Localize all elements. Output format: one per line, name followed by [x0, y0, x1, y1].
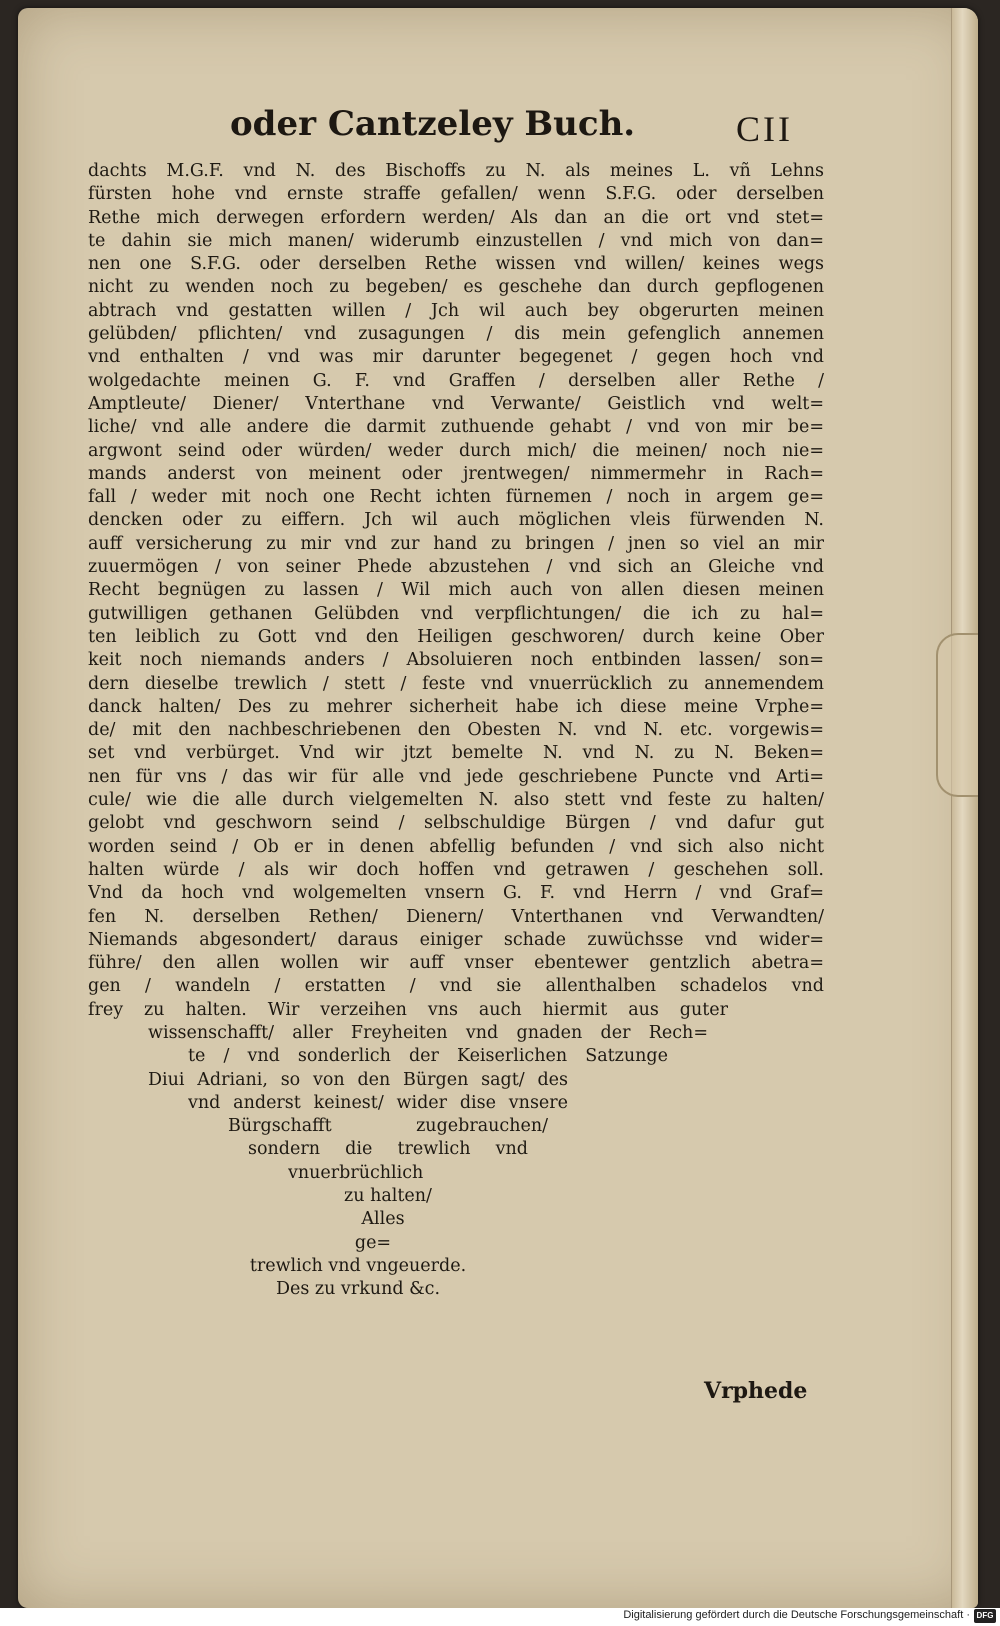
text-line: vnd anderst keinest/ wider dise vnsere — [188, 1092, 568, 1113]
page-edge-tab — [936, 633, 978, 797]
text-line: Des zu vrkund &c. — [275, 1279, 441, 1300]
text-line: frey zu halten. Wir verzeihen vns auch hiermit aus guter — [88, 999, 728, 1020]
text-line: liche/ vnd alle andere die darmit zuthuende gehabt / vnd von mir be= — [88, 417, 824, 438]
text-line: auff versicherung zu mir vnd zur hand zu bringen / jnen so viel an mir — [88, 533, 824, 554]
text-line: vnuerbrüchlich — [288, 1162, 424, 1183]
text-line: danck halten/ Des zu mehrer sicherheit habe ich diese meine Vrphe= — [88, 696, 824, 717]
text-line: dachts M.G.F. vnd N. des Bischoffs zu N. als meines L. vñ Lehns — [88, 161, 824, 181]
page-edge — [951, 8, 978, 1608]
text-line: wolgedachte meinen G. F. vnd Graffen / derselben aller Rethe / — [88, 370, 824, 391]
text-line: zuuermögen / von seiner Phede abzustehen / vnd sich an Gleiche vnd — [88, 557, 824, 578]
text-line: ge= — [354, 1232, 392, 1253]
text-line: nen one S.F.G. oder derselben Rethe wissen vnd willen/ keines wegs — [88, 254, 824, 275]
text-line: Diui Adriani, so von den Bürgen sagt/ des — [148, 1069, 568, 1090]
text-line: trewlich vnd vngeuerde. — [249, 1255, 467, 1276]
text-line: fürsten hohe vnd ernste straffe gefallen/ wenn S.F.G. oder derselben — [88, 184, 824, 205]
text-line: gutwilligen gethanen Gelübden vnd verpflichtungen/ die ich zu hal= — [88, 603, 824, 624]
text-line: te dahin sie mich manen/ widerumb einzustellen / vnd mich von dan= — [88, 230, 824, 251]
text-line: ten leiblich zu Gott vnd den Heiligen geschworen/ durch keine Ober — [88, 626, 824, 647]
text-line: worden seind / Ob er in denen abfellig befunden / vnd sich also nicht — [88, 836, 824, 857]
text-line: führe/ den allen wollen wir auff vnser ebentewer gentzlich abetra= — [88, 953, 824, 974]
text-line: abtrach vnd gestatten willen / Jch wil auch bey obgerurten meinen — [88, 300, 824, 321]
text-line: dencken oder zu eiffern. Jch wil auch möglichen vleis fürwenden N. — [88, 510, 824, 531]
folio-number: CII — [736, 109, 793, 149]
text-line: argwont seind oder würden/ weder durch mich/ die meinen/ noch nie= — [88, 440, 824, 461]
dfg-logo-icon: DFG — [974, 1609, 996, 1623]
text-line: Amptleute/ Diener/ Vnterthane vnd Verwante/ Geistlich vnd welt= — [88, 393, 824, 414]
text-line: keit noch niemands anders / Absoluieren noch entbinden lassen/ son= — [88, 650, 824, 671]
text-line: zu halten/ — [344, 1186, 432, 1207]
text-line: de/ mit den nachbeschriebenen den Obesten N. vnd N. etc. vorgewis= — [88, 720, 824, 741]
digitization-credit: Digitalisierung gefördert durch die Deutsche Forschungsgemeinschaft · — [623, 1609, 970, 1621]
text-line: Vnd da hoch vnd wolgemelten vnsern G. F. vnd Herrn / vnd Graf= — [88, 883, 824, 904]
text-line: fall / weder mit noch one Recht ichten fürnemen / noch in argem ge= — [88, 487, 824, 508]
text-line: Bürgschafft zugebrauchen/ — [228, 1116, 548, 1137]
text-line: Alles — [361, 1209, 405, 1230]
text-line: nicht zu wenden noch zu begeben/ es geschehe dan durch gepflogenen — [88, 277, 824, 298]
text-line: nen für vns / das wir für alle vnd jede geschriebene Puncte vnd Arti= — [88, 766, 824, 787]
text-line: sondern die trewlich vnd — [248, 1139, 528, 1160]
running-header: oder Cantzeley Buch. — [230, 104, 636, 144]
catchword: Vrphede — [704, 1378, 808, 1404]
text-line: wissenschafft/ aller Freyheiten vnd gnaden der Rech= — [148, 1022, 708, 1043]
text-line: fen N. derselben Rethen/ Dienern/ Vnterthanen vnd Verwandten/ — [88, 906, 824, 927]
text-line: gelübden/ pflichten/ vnd zusagungen / dis mein gefenglich annemen — [88, 324, 824, 345]
text-line: cule/ wie die alle durch vielgemelten N. also stett vnd feste zu halten/ — [88, 790, 824, 811]
text-line: halten würde / als wir doch hoffen vnd getrawen / geschehen soll. — [88, 859, 824, 880]
book-page — [18, 8, 978, 1608]
text-line: vnd enthalten / vnd was mir darunter begegenet / gegen hoch vnd — [88, 347, 824, 368]
text-line: Recht begnügen zu lassen / Wil mich auch von allen diesen meinen — [88, 580, 824, 601]
text-line: te / vnd sonderlich der Keiserlichen Satzunge — [188, 1046, 668, 1067]
text-line: Rethe mich derwegen erfordern werden/ Als dan an die ort vnd stet= — [88, 207, 824, 228]
text-line: Niemands abgesondert/ daraus einiger schade zuwüchsse vnd wider= — [88, 929, 824, 950]
text-line: set vnd verbürget. Vnd wir jtzt bemelte N. vnd N. zu N. Beken= — [88, 743, 824, 764]
body-text — [88, 160, 824, 1302]
text-line: mands anderst von meinent oder jrentwegen/ nimmermehr in Rach= — [88, 463, 824, 484]
text-line: gen / wandeln / erstatten / vnd sie allenthalben schadelos vnd — [88, 976, 824, 997]
text-line: dern dieselbe trewlich / stett / feste vnd vnuerrücklich zu annemendem — [88, 673, 824, 694]
text-line: gelobt vnd geschworn seind / selbschuldige Bürgen / vnd dafur gut — [88, 813, 824, 834]
